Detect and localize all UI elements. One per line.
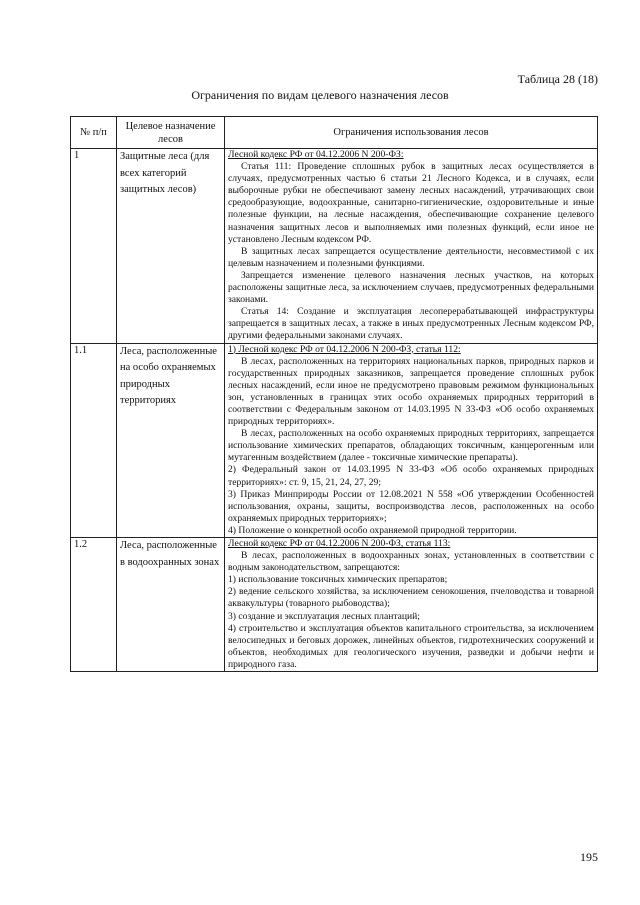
row-number: 1 [71, 149, 117, 344]
restriction-paragraph: 4) Положение о конкретной особо охраняемой природной территории. [228, 524, 517, 536]
restriction-paragraph: 2) Федеральный закон от 14.03.1995 N 33-ФЗ «Об особо охраняемых природных территориях»: ст. 9, 15, 21, 24, 27, 29; [228, 464, 594, 488]
table-label: Таблица 28 (18) [517, 72, 598, 86]
row-number: 1.1 [71, 343, 117, 538]
restriction-paragraph: В лесах, расположенных в водоохранных зонах, установленных в соответствии с водным законодательством, запрещаются: [228, 550, 594, 574]
row-restrictions [225, 343, 598, 538]
row-forest-purpose: Леса, расположенные на особо охраняемых природных территориях [117, 343, 225, 538]
restriction-paragraph: 3) создание и эксплуатация лесных плантаций; [228, 610, 420, 622]
row-number: 1.2 [71, 538, 117, 672]
table-row [71, 343, 598, 538]
restriction-paragraph: 3) Приказ Минприроды России от 12.08.2021 N 558 «Об утверждении Особенностей использования, охраны, защиты, воспроизводства лесов, расположенных на особо охраняемых природных территориях»; [228, 488, 594, 524]
row-restrictions [225, 149, 598, 344]
restriction-paragraph: В защитных лесах запрещается осуществление деятельности, несовместимой с их целевым назначением и полезными функциями. [228, 245, 594, 269]
table-row [71, 538, 598, 672]
restriction-paragraph: В лесах, расположенных на особо охраняемых природных территориях, запрещается использование химических препаратов, обладающих токсичным, канцерогенным или мутагенным воздействием (далее - токсичные химические препараты). [228, 428, 594, 464]
restriction-paragraph: Статья 14: Создание и эксплуатация лесоперерабатывающей инфраструктуры запрещается в защитных лесах, а также в иных предусмотренных Лесным кодексом РФ, другими федеральными законами случаях. [228, 306, 594, 342]
column-header-restrictions: Ограничения использования лесов [225, 117, 598, 149]
table-body [71, 149, 598, 672]
legal-reference: 1) Лесной кодекс РФ от 04.12.2006 N 200-ФЗ, статья 112: [228, 343, 461, 355]
page-number: 195 [580, 850, 598, 864]
restriction-paragraph: Запрещается изменение целевого назначения лесных участков, на которых расположены защитные леса, за исключением случаев, предусмотренных федеральными законами. [228, 269, 594, 306]
table-header-row [71, 117, 598, 149]
restriction-paragraph: 4) строительство и эксплуатация объектов капитального строительства, за исключением велосипедных и беговых дорожек, линейных объектов, гидротехнических сооружений и объектов, необходимых для геологического изучения, разведки и добычи нефти и природного газа. [228, 622, 594, 670]
restriction-paragraph: 1) использование токсичных химических препаратов; [228, 574, 448, 586]
restrictions-table [70, 116, 598, 672]
legal-reference: Лесной кодекс РФ от 04.12.2006 N 200-ФЗ, статья 113: [228, 538, 451, 549]
document-title: Ограничения по видам целевого назначения лесов [191, 88, 449, 102]
row-restrictions [225, 538, 598, 672]
legal-reference: Лесной кодекс РФ от 04.12.2006 N 200-ФЗ: [228, 149, 404, 160]
restriction-paragraph: В лесах, расположенных на территориях национальных парков, природных парков и государственных природных заказников, запрещается проведение сплошных рубок лесных насаждений, если иное не предусмотрено правовым режимом функциональных зон, установленных в границах этих особо охраняемых природных территорий в соответствии с Федеральным законом от 14.03.1995 N 33-ФЗ «Об особо охраняемых природных территориях». [228, 355, 594, 428]
column-header-number: № п/п [71, 117, 117, 149]
restriction-paragraph: Статья 111: Проведение сплошных рубок в защитных лесах осуществляется в случаях, предусмотренных частью 6 статьи 21 Лесного Кодекса, и в случаях, если выборочные рубки не обеспечивают замену лесных насаждений, утрачивающих свои средообразующие, водоохранные, санитарно-гигиенические, оздоровительные и иные полезные функции, на лесные насаждения, обеспечивающие сохранение целевого назначения защитных лесов и выполняемых ими полезных функций, если иное не установлено Лесным кодексом РФ. [228, 161, 594, 245]
table-row [71, 149, 598, 344]
row-forest-purpose: Защитные леса (для всех категорий защитных лесов) [117, 149, 225, 344]
row-forest-purpose: Леса, расположенные в водоохранных зонах [117, 538, 225, 672]
restriction-paragraph: 2) ведение сельского хозяйства, за исключением сенокошения, пчеловодства и товарной аквакультуры (товарного рыбоводства); [228, 586, 594, 610]
column-header-purpose: Целевое назначение лесов [117, 117, 225, 149]
